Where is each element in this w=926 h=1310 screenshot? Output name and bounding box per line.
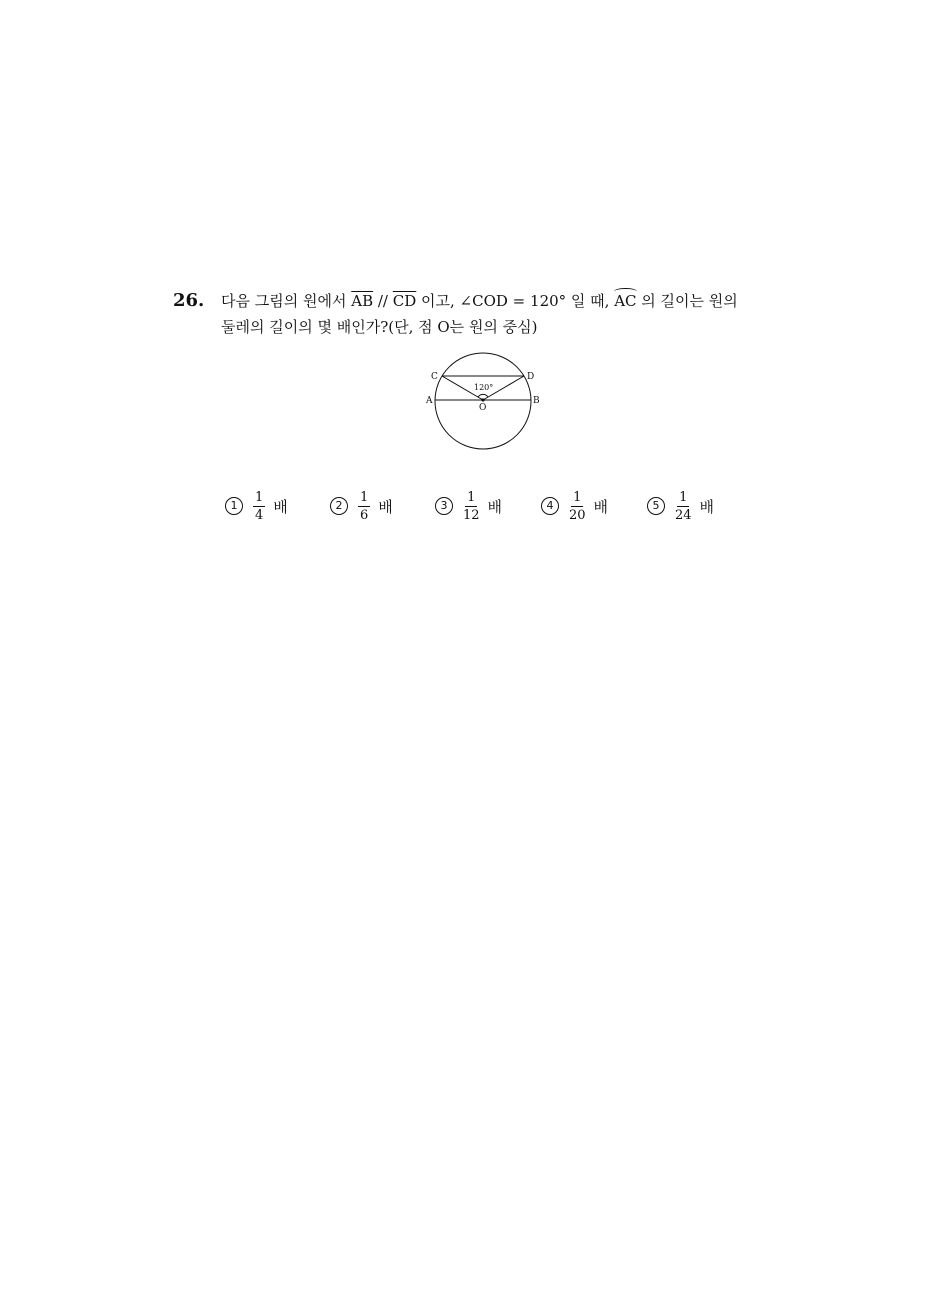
choice-2-marker: 2: [330, 497, 348, 515]
choice-1-denominator: 4: [255, 507, 264, 523]
choice-4-numerator: 1: [573, 489, 582, 505]
choice-4-marker: 4: [541, 497, 559, 515]
label-a: A: [426, 396, 433, 406]
angle-label: 120°: [474, 383, 494, 392]
question-text-line1: [221, 292, 781, 310]
question-text-part1: 다음 그림의 원에서: [221, 292, 352, 310]
choice-4-fraction: [569, 490, 586, 523]
center-point: [481, 398, 484, 401]
label-o: O: [479, 403, 487, 413]
choice-5-numerator: 1: [679, 489, 688, 505]
choice-5-marker: 5: [647, 497, 665, 515]
angle-mark: [478, 394, 488, 397]
segment-cd: $\overline{CD}$: [392, 292, 417, 310]
choice-3-fraction: [463, 490, 480, 523]
arc-ac: AC: [614, 292, 637, 310]
choice-5-unit: 배: [699, 497, 715, 516]
label-c: C: [431, 372, 438, 382]
label-d: D: [527, 372, 535, 382]
segment-ab: $\overline{AB}$: [351, 292, 374, 310]
choice-2-denominator: 6: [360, 507, 369, 523]
choice-2-fraction: [358, 490, 370, 523]
question-number: 26.: [173, 290, 205, 311]
choice-5-denominator: 24: [675, 507, 692, 523]
choice-4-unit: 배: [593, 497, 609, 516]
choice-3-denominator: 12: [463, 507, 480, 523]
choice-1[interactable]: [225, 484, 288, 528]
circle-figure: [420, 350, 550, 454]
choice-5-fraction: [675, 490, 692, 523]
answer-choices: [0, 484, 926, 528]
choice-3-unit: 배: [487, 497, 503, 516]
question-text-part3: 의 길이는 원의: [636, 292, 738, 310]
label-b: B: [533, 396, 540, 406]
choice-1-numerator: 1: [255, 489, 264, 505]
choice-4-denominator: 20: [569, 507, 586, 523]
choice-1-unit: 배: [273, 497, 288, 516]
choice-2[interactable]: [330, 484, 393, 528]
choice-3-numerator: 1: [467, 489, 476, 505]
choice-2-unit: 배: [378, 497, 393, 516]
parallel-symbol: //: [373, 292, 393, 310]
choice-5[interactable]: [647, 484, 714, 528]
choice-1-marker: 1: [225, 497, 243, 515]
choice-4[interactable]: [541, 484, 608, 528]
choice-1-fraction: [253, 490, 265, 523]
choice-3[interactable]: [435, 484, 502, 528]
question-text-line2: 둘레의 길이의 몇 배인가?(단, 점 O는 원의 중심): [221, 318, 538, 336]
choice-2-numerator: 1: [360, 489, 369, 505]
choice-3-marker: 3: [435, 497, 453, 515]
question-text-part2: 이고, ∠COD = 120° 일 때,: [416, 292, 615, 310]
